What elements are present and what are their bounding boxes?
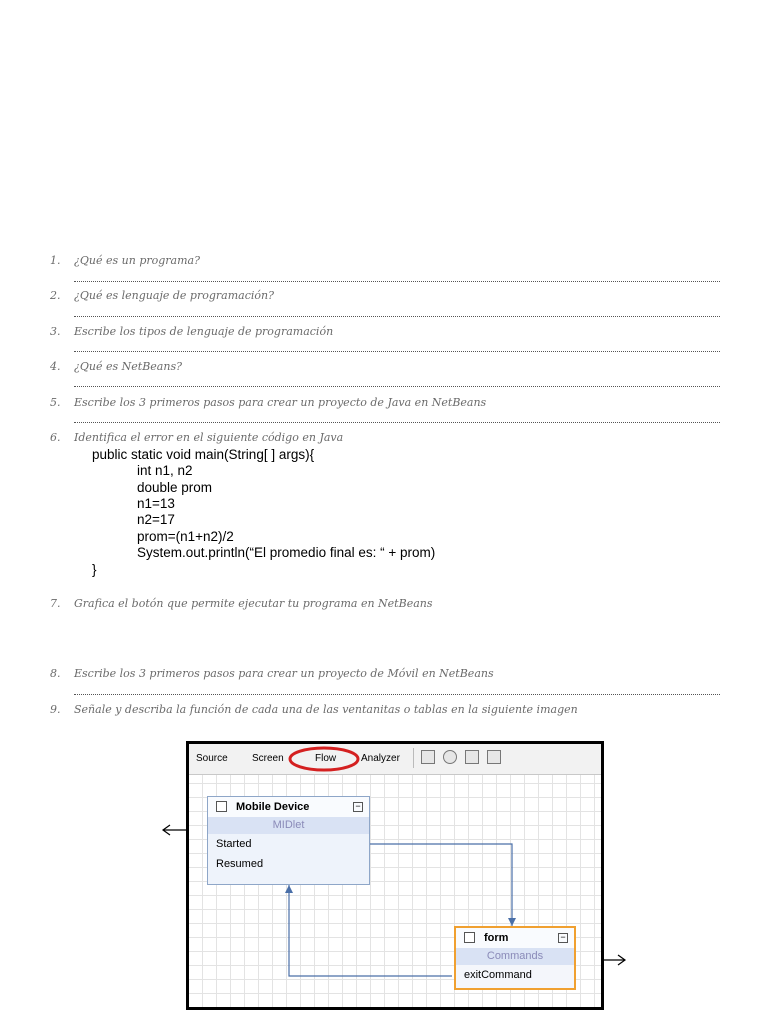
question-6: 6. Identifica el error en el siguiente código en Java (50, 431, 344, 444)
netbeans-flow-screenshot (186, 741, 604, 1010)
question-3: 3. Escribe los tipos de lenguaje de programación (50, 325, 334, 338)
code-line-4: n1=13 (137, 496, 175, 511)
form-title: form (484, 932, 509, 944)
answer-line-1 (74, 281, 720, 282)
question-8: 8. Escribe los 3 primeros pasos para crear un proyecto de Móvil en NetBeans (50, 667, 494, 680)
grid-icon[interactable] (487, 750, 501, 764)
code-line-6: prom=(n1+n2)/2 (137, 529, 234, 544)
answer-line-5 (74, 422, 720, 423)
tab-flow[interactable]: Flow (315, 753, 337, 764)
code-line-5: n2=17 (137, 512, 175, 527)
question-1: 1. ¿Qué es un programa? (50, 254, 200, 267)
answer-line-8 (74, 694, 720, 695)
code-line-7: System.out.println(“El promedio final es: “ + prom) (137, 545, 436, 560)
started-row[interactable]: Started (216, 838, 252, 850)
mobile-device-header (208, 797, 369, 817)
form-node[interactable] (454, 926, 576, 990)
tab-source[interactable]: Source (196, 753, 228, 764)
designer-toolbar (189, 744, 601, 775)
collapse-icon[interactable]: − (353, 802, 363, 812)
answer-line-3 (74, 351, 720, 352)
tab-analyzer[interactable]: Analyzer (361, 753, 400, 764)
answer-line-2 (74, 316, 720, 317)
toolbar-separator (413, 748, 414, 768)
form-header (456, 928, 574, 948)
question-4: 4. ¿Qué es NetBeans? (50, 360, 182, 373)
flow-canvas[interactable] (189, 775, 601, 1007)
exit-command-row[interactable]: exitCommand (464, 969, 532, 981)
answer-line-4 (74, 386, 720, 387)
commands-label: Commands (456, 948, 574, 965)
form-icon (464, 932, 475, 943)
question-5: 5. Escribe los 3 primeros pasos para crear un proyecto de Java en NetBeans (50, 396, 487, 409)
zoom-icon[interactable] (443, 750, 457, 764)
code-line-2: int n1, n2 (137, 463, 193, 478)
code-line-1: public static void main(String[ ] args){ (92, 447, 315, 462)
question-7: 7. Grafica el botón que permite ejecutar tu programa en NetBeans (50, 597, 433, 610)
code-line-3: double prom (137, 480, 213, 495)
layout-icon[interactable] (465, 750, 479, 764)
mobile-device-title: Mobile Device (236, 801, 310, 813)
midlet-label: MIDlet (208, 817, 369, 834)
resumed-row[interactable]: Resumed (216, 858, 264, 870)
copy-icon[interactable] (421, 750, 435, 764)
question-2: 2. ¿Qué es lenguaje de programación? (50, 289, 274, 302)
mobile-device-node[interactable] (207, 796, 370, 885)
device-icon (216, 801, 227, 812)
collapse-icon[interactable]: − (558, 933, 568, 943)
flow-highlight-circle (287, 745, 361, 773)
question-9: 9. Señale y describa la función de cada una de las ventanitas o tablas en la siguiente imagen (50, 703, 578, 716)
tab-screen[interactable]: Screen (252, 753, 284, 764)
code-line-8: } (92, 562, 97, 577)
